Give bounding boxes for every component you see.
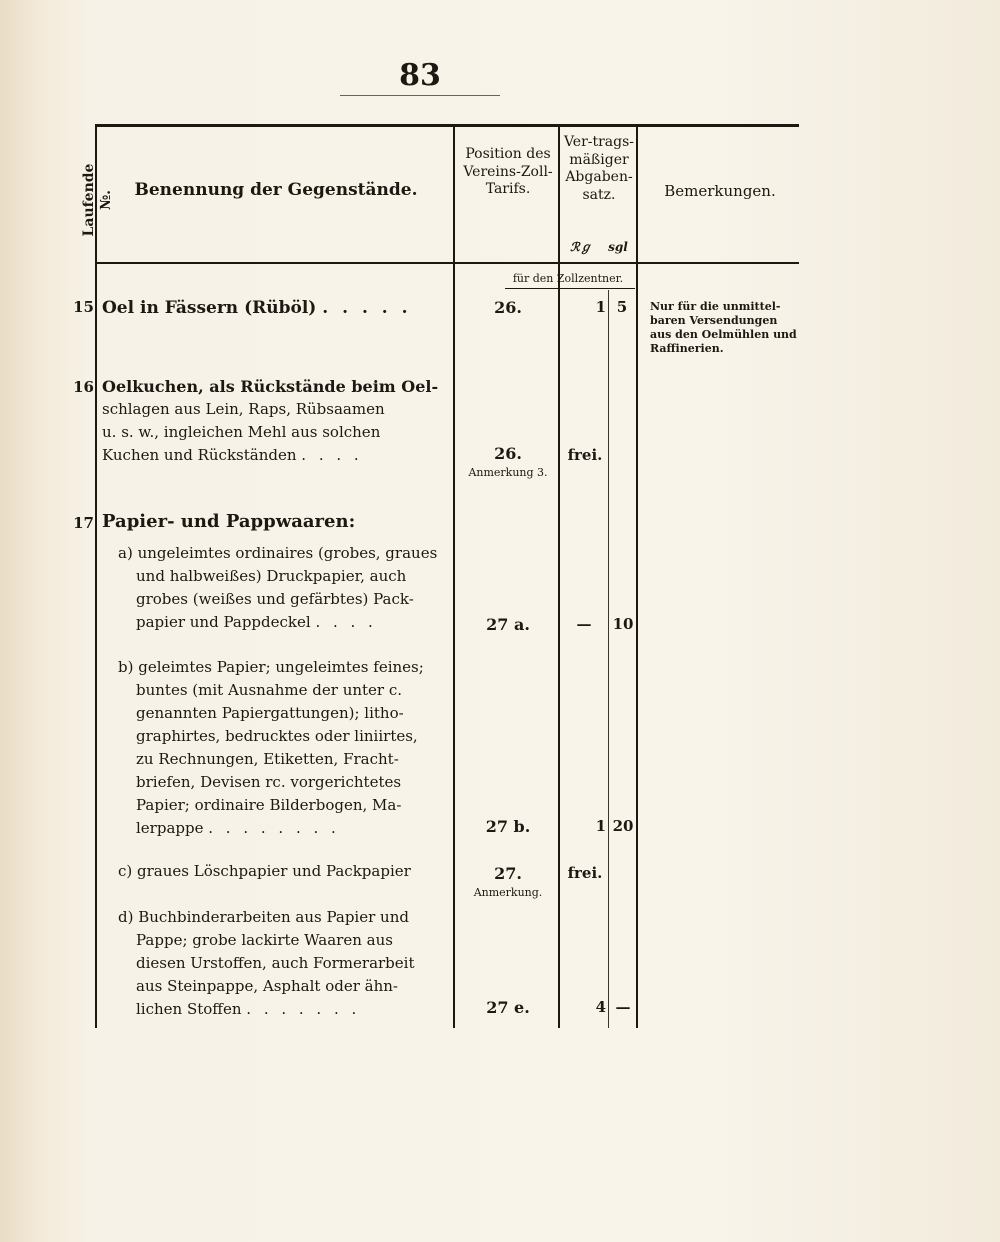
column-rule-3 bbox=[558, 124, 560, 1028]
header-benennung: Benennung der Gegenstände. bbox=[134, 180, 418, 200]
tariff-position: 27 b. bbox=[485, 817, 531, 836]
tariff-position-note: Anmerkung. bbox=[473, 886, 543, 899]
header-abgabensatz: Ver-trags-mäßiger Abgaben-satz. bbox=[563, 134, 635, 203]
entry-line: b) geleimtes Papier; ungeleimtes feines; bbox=[118, 658, 424, 676]
entry-line: Papier; ordinaire Bilderbogen, Ma- bbox=[136, 796, 402, 814]
entry-number: 15 bbox=[73, 298, 94, 316]
entry-item-a bbox=[118, 542, 450, 634]
rate-sgr: 5 bbox=[616, 298, 628, 316]
rate-sgr: 10 bbox=[612, 615, 634, 633]
page-number: 83 bbox=[399, 58, 441, 93]
column-rule-1 bbox=[95, 124, 97, 1028]
entry-line: genannten Papiergattungen); litho- bbox=[136, 704, 404, 722]
entry-line: graphirtes, bedrucktes oder liniirtes, bbox=[136, 727, 418, 745]
entry-line: Pappe; grobe lackirte Waaren aus bbox=[136, 931, 393, 949]
entry-number: 16 bbox=[73, 378, 94, 396]
entry-line: papier und Pappdeckel bbox=[136, 613, 311, 631]
entry-text bbox=[102, 296, 450, 320]
tariff-position: 27 a. bbox=[486, 615, 530, 634]
leader-dots: . . . . bbox=[301, 446, 363, 464]
unit-note-rule bbox=[505, 288, 635, 289]
leader-dots: . . . . bbox=[315, 613, 377, 631]
tariff-position: 27. bbox=[494, 864, 522, 883]
rate-thaler: — bbox=[576, 615, 592, 633]
tariff-position: 26. bbox=[494, 444, 522, 463]
entry-line: buntes (mit Ausnahme der unter c. bbox=[136, 681, 403, 699]
entry-item-d bbox=[118, 906, 450, 1021]
rate-thaler: 1 bbox=[595, 817, 606, 835]
entry-line: u. s. w., ingleichen Mehl aus solchen bbox=[102, 423, 381, 441]
entry-line: schlagen aus Lein, Raps, Rübsaamen bbox=[102, 400, 385, 418]
entry-line: grobes (weißes und gefärbtes) Pack- bbox=[136, 590, 414, 608]
rate-sgr: — bbox=[615, 998, 631, 1016]
rate-free: frei. bbox=[567, 864, 603, 882]
entry-line: Oel in Fässern (Rüböl) bbox=[102, 298, 317, 318]
entry-line: Oelkuchen, als Rückstände beim Oel- bbox=[102, 377, 439, 396]
table-top-rule bbox=[95, 124, 799, 127]
entry-line: aus Steinpappe, Asphalt oder ähn- bbox=[136, 977, 398, 995]
entry-line: d) Buchbinderarbeiten aus Papier und bbox=[118, 908, 409, 926]
header-units bbox=[562, 240, 636, 255]
entry-text bbox=[102, 375, 450, 467]
rate-sgr: 20 bbox=[612, 817, 634, 835]
header-position: Position des Vereins-Zoll-Tarifs. bbox=[463, 146, 553, 197]
entry-line: lerpappe bbox=[136, 819, 204, 837]
page-number-rule bbox=[340, 95, 500, 96]
tariff-position-note: Anmerkung 3. bbox=[468, 466, 548, 479]
entry-item-c bbox=[118, 860, 450, 883]
entry-line: Kuchen und Rückständen bbox=[102, 446, 297, 464]
unit-sgr: sgl bbox=[608, 240, 628, 254]
table-header-rule bbox=[95, 262, 799, 264]
header-bemerkungen: Bemerkungen. bbox=[664, 182, 776, 200]
entry-line: zu Rechnungen, Etiketten, Fracht- bbox=[136, 750, 399, 768]
unit-note: für den Zollzentner. bbox=[512, 272, 624, 285]
entry-line: lichen Stoffen bbox=[136, 1000, 242, 1018]
column-rule-2 bbox=[453, 124, 455, 1028]
column-rule-sgr bbox=[608, 290, 609, 1028]
remark: Nur für die unmittel-baren Versendungen aus den Oelmühlen und Raffinerien. bbox=[650, 300, 797, 355]
entry-line: diesen Urstoffen, auch Formerarbeit bbox=[136, 954, 415, 972]
entry-line: c) graues Löschpapier und Packpapier bbox=[118, 862, 411, 880]
tariff-position: 26. bbox=[494, 298, 522, 317]
entry-line: a) ungeleimtes ordinaires (grobes, graues bbox=[118, 544, 438, 562]
entry-item-b bbox=[118, 656, 450, 840]
leader-dots: . . . . . . . . bbox=[208, 819, 340, 837]
rate-thaler: 4 bbox=[595, 998, 606, 1016]
rate-free: frei. bbox=[567, 446, 603, 464]
entry-title: Papier- und Pappwaaren: bbox=[102, 511, 356, 532]
header-laufende-nr: Laufende №. bbox=[80, 163, 114, 237]
tariff-position: 27 e. bbox=[486, 998, 530, 1017]
entry-line: und halbweißes) Druckpapier, auch bbox=[136, 567, 407, 585]
column-rule-4 bbox=[636, 124, 638, 1028]
rate-thaler: 1 bbox=[595, 298, 606, 316]
entry-number: 17 bbox=[73, 514, 94, 532]
unit-thaler: ℛℊ bbox=[570, 240, 592, 254]
leader-dots: . . . . . . . bbox=[246, 1000, 361, 1018]
entry-line: briefen, Devisen rc. vorgerichtetes bbox=[136, 773, 402, 791]
leader-dots: . . . . . bbox=[322, 298, 412, 318]
